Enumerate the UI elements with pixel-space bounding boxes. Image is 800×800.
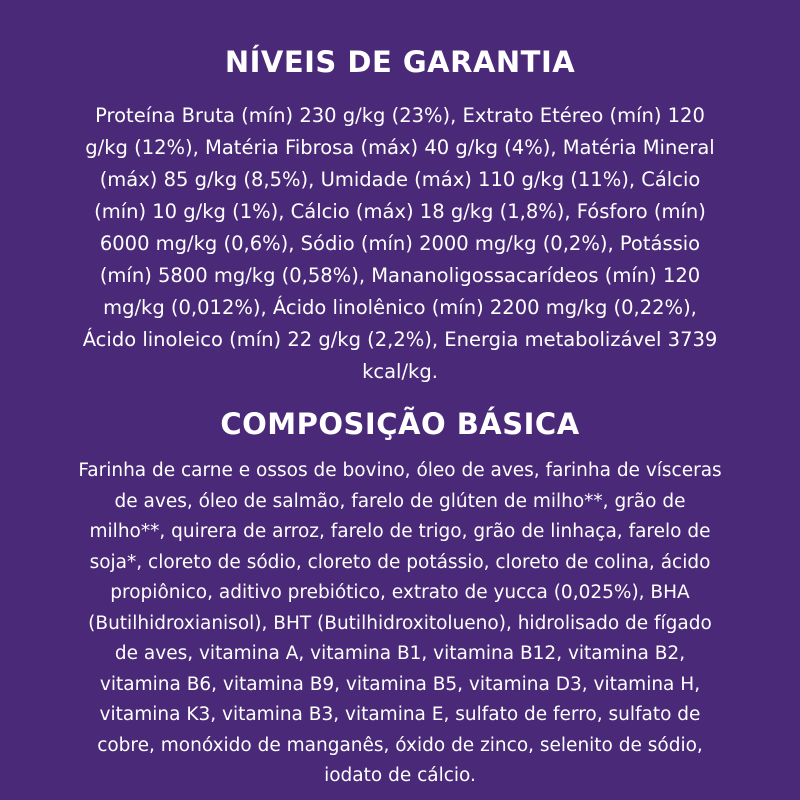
guarantee-levels-text: Proteína Bruta (mín) 230 g/kg (23%), Extrato Etéreo (mín) 120 g/kg (12%), Matéria Fibrosa (máx) 40 g/kg (4%), Matéria Mineral (máx) 85 g/kg (8,5%), Umidade (máx) 110 g/kg (11%), Cálcio (mín) 10 g/kg (1%), Cálcio (máx) 18 g/kg (1,8%), Fósforo (mín) 6000 mg/kg (0,6%), Sódio (mín) 2000 mg/kg (0,2%), Potássio (mín) 5800 mg/kg (0,58%), Mananoligossacarídeos (mín) 120 mg/kg (0,012%), Ácido linolênico (mín) 2200 mg/kg (0,22%), Ácido linoleico (mín) 22 g/kg (2,2%), Energia metabolizável 3739 kcal/kg. — [82, 104, 718, 383]
basic-composition-title: COMPOSIÇÃO BÁSICA — [220, 407, 580, 441]
guarantee-levels-title: NÍVEIS DE GARANTIA — [224, 45, 576, 79]
basic-composition-text: Farinha de carne e ossos de bovino, óleo de aves, farinha de vísceras de aves, óleo de salmão, farelo de glúten de milho**, grão de milho**, quirera de arroz, farelo de trigo, grão de linhaça, farelo de soja*, cloreto de sódio, cloreto de potássio, cloreto de colina, ácido propiônico, aditivo prebiótico, extrato de yucca (0,025%), BHA (Butilhidroxianisol), BHT (Butilhidroxitolueno), hidrolisado de fígado de aves, vitamina A, vitamina B1, vitamina B12, vitamina B2, vitamina B6, vitamina B9, vitamina B5, vitamina D3, vitamina H, vitamina K3, vitamina B3, vitamina E, sulfato de ferro, sulfato de cobre, monóxido de manganês, óxido de zinco, selenito de sódio, iodato de cálcio. — [78, 460, 722, 786]
